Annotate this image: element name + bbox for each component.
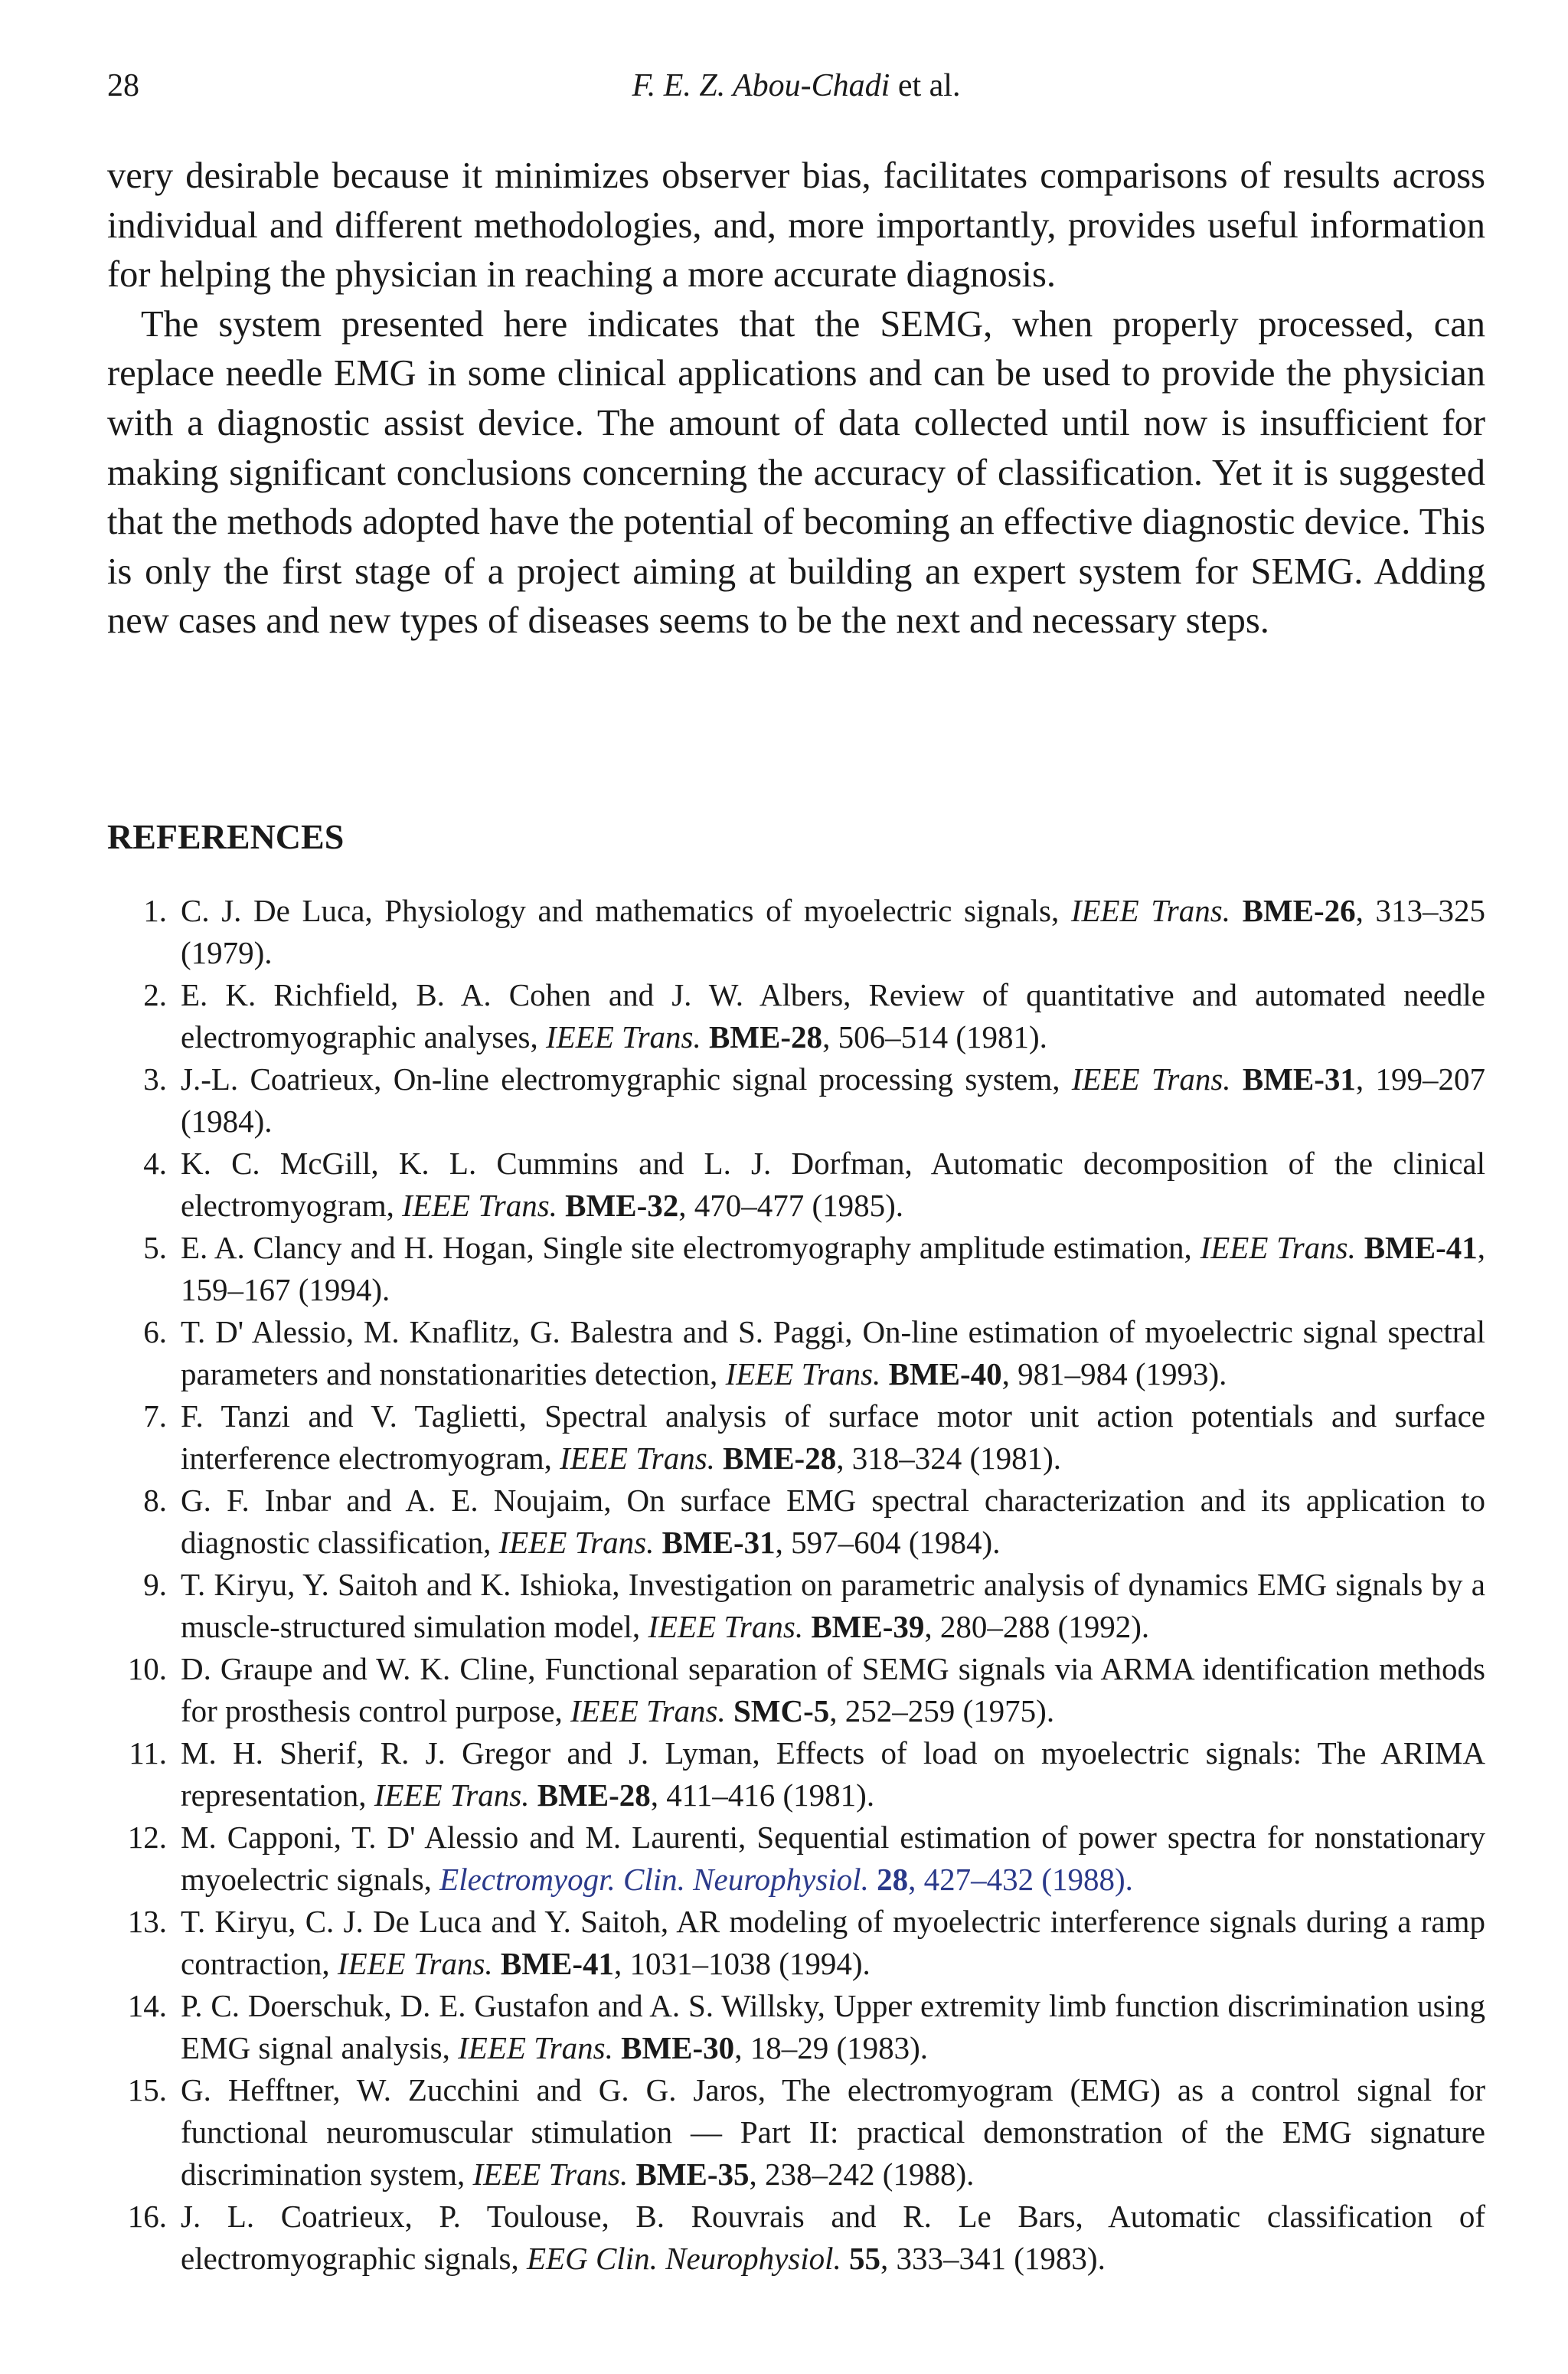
running-head-etal: et al. bbox=[890, 68, 961, 103]
reference-pages[interactable]: , 427–432 (1988). bbox=[908, 1862, 1133, 1897]
running-head bbox=[107, 67, 1485, 113]
reference-text: D. Graupe and W. K. Cline, Functional separation of SEMG signals via ARMA identification methods for prosthesis control purpose, bbox=[181, 1651, 1485, 1728]
paragraph-2: The system presented here indicates that the SEMG, when properly processed, can replace needle EMG in some clinical applications and can be used to provide the physician with a diagnostic assist device. The amount of data collected until now is insufficient for making significant conclusions concerning the accuracy of classification. Yet it is suggested that the methods adopted have the potential of becoming an effective diagnostic device. This is only the first stage of a project aiming at building an expert system for SEMG. Adding new cases and new types of diseases seems to be the next and necessary steps. bbox=[107, 303, 1485, 642]
reference-text: K. C. McGill, K. L. Cummins and L. J. Dorfman, Automatic decomposition of the clinical electromyogram, bbox=[181, 1146, 1485, 1223]
reference-pages: , 506–514 (1981). bbox=[822, 1019, 1047, 1055]
reference-volume: SMC-5 bbox=[733, 1693, 830, 1728]
reference-journal[interactable]: Electromyogr. Clin. Neurophysiol. bbox=[439, 1862, 869, 1897]
reference-number: 7. bbox=[143, 1398, 167, 1434]
reference-journal: IEEE Trans. bbox=[1200, 1230, 1356, 1265]
reference-volume: BME-41 bbox=[500, 1946, 614, 1981]
reference-item bbox=[107, 2069, 1485, 2196]
reference-journal: IEEE Trans. bbox=[374, 1777, 530, 1813]
reference-number: 3. bbox=[143, 1061, 167, 1097]
reference-volume: BME-28 bbox=[709, 1019, 823, 1055]
reference-text: T. Kiryu, Y. Saitoh and K. Ishioka, Investigation on parametric analysis of dynamics EMG signals by a muscle-structured simulation model, bbox=[181, 1567, 1485, 1644]
reference-volume[interactable]: 28 bbox=[877, 1862, 909, 1897]
reference-pages: , 280–288 (1992). bbox=[924, 1609, 1150, 1644]
reference-text: T. Kiryu, C. J. De Luca and Y. Saitoh, AR modeling of myoelectric interference signals during a ramp contraction, bbox=[181, 1904, 1485, 1981]
reference-item bbox=[107, 1480, 1485, 1564]
reference-item bbox=[107, 890, 1485, 974]
reference-number: 8. bbox=[143, 1483, 167, 1518]
reference-text: T. D' Alessio, M. Knaflitz, G. Balestra and S. Paggi, On-line estimation of myoelectric signal spectral parameters and nonstationarities detection, bbox=[181, 1314, 1485, 1391]
reference-pages: , 597–604 (1984). bbox=[775, 1525, 1001, 1560]
reference-pages: , 159–167 (1994). bbox=[181, 1230, 1485, 1307]
page-number: 28 bbox=[107, 68, 139, 103]
reference-number: 11. bbox=[129, 1735, 167, 1771]
reference-pages: , 318–324 (1981). bbox=[836, 1440, 1062, 1476]
running-head-authors-italic: F. E. Z. Abou-Chadi bbox=[632, 68, 890, 103]
reference-pages: , 199–207 (1984). bbox=[181, 1061, 1485, 1139]
reference-item bbox=[107, 974, 1485, 1058]
reference-volume: BME-41 bbox=[1364, 1230, 1478, 1265]
reference-pages: , 1031–1038 (1994). bbox=[613, 1946, 871, 1981]
reference-journal: IEEE Trans. bbox=[648, 1609, 804, 1644]
reference-item bbox=[107, 1732, 1485, 1816]
reference-number: 15. bbox=[127, 2072, 167, 2107]
reference-journal: IEEE Trans. bbox=[560, 1440, 715, 1476]
reference-item bbox=[107, 1816, 1485, 1901]
reference-item bbox=[107, 1901, 1485, 1985]
reference-item bbox=[107, 1058, 1485, 1143]
reference-text: E. A. Clancy and H. Hogan, Single site electromyography amplitude estimation, bbox=[181, 1230, 1200, 1265]
reference-journal: IEEE Trans. bbox=[725, 1356, 881, 1391]
reference-volume: BME-26 bbox=[1242, 893, 1356, 928]
reference-volume: BME-35 bbox=[635, 2157, 750, 2192]
reference-volume: BME-28 bbox=[723, 1440, 837, 1476]
reference-journal: EEG Clin. Neurophysiol. bbox=[527, 2241, 841, 2276]
reference-text: F. Tanzi and V. Taglietti, Spectral analysis of surface motor unit action potentials and surface interference electromyogram, bbox=[181, 1398, 1485, 1476]
reference-item bbox=[107, 1985, 1485, 2069]
reference-text: M. Capponi, T. D' Alessio and M. Laurenti, Sequential estimation of power spectra for nonstationary myoelectric signals, bbox=[181, 1820, 1485, 1897]
reference-number: 9. bbox=[143, 1567, 167, 1602]
reference-pages: , 470–477 (1985). bbox=[678, 1188, 904, 1223]
reference-text: M. H. Sherif, R. J. Gregor and J. Lyman, Effects of load on myoelectric signals: The ARIMA representation, bbox=[181, 1735, 1485, 1813]
reference-pages: , 18–29 (1983). bbox=[734, 2030, 928, 2065]
reference-text: J.-L. Coatrieux, On-line electromygraphic signal processing system, bbox=[181, 1061, 1072, 1097]
reference-journal: IEEE Trans. bbox=[498, 1525, 655, 1560]
body-text bbox=[107, 152, 1485, 646]
reference-number: 4. bbox=[143, 1146, 167, 1181]
reference-volume: BME-31 bbox=[1242, 1061, 1356, 1097]
reference-text: G. F. Inbar and A. E. Noujaim, On surface EMG spectral characterization and its application to diagnostic classification, bbox=[181, 1483, 1485, 1560]
reference-volume: BME-30 bbox=[621, 2030, 735, 2065]
reference-text: C. J. De Luca, Physiology and mathematics of myoelectric signals, bbox=[181, 893, 1071, 928]
reference-item bbox=[107, 1143, 1485, 1227]
reference-item bbox=[107, 1564, 1485, 1648]
reference-volume: BME-32 bbox=[565, 1188, 679, 1223]
reference-item bbox=[107, 1648, 1485, 1732]
reference-pages: , 238–242 (1988). bbox=[749, 2157, 975, 2192]
reference-pages: , 981–984 (1993). bbox=[1001, 1356, 1227, 1391]
reference-journal: IEEE Trans. bbox=[570, 1693, 726, 1728]
reference-item bbox=[107, 1395, 1485, 1480]
reference-item bbox=[107, 1227, 1485, 1311]
reference-pages: , 411–416 (1981). bbox=[650, 1777, 875, 1813]
reference-number: 6. bbox=[143, 1314, 167, 1349]
reference-journal: IEEE Trans. bbox=[1071, 1061, 1231, 1097]
reference-number: 1. bbox=[143, 893, 167, 928]
reference-text: G. Hefftner, W. Zucchini and G. G. Jaros, The electromyogram (EMG) as a control signal for functional neuromuscular stimulation — Part II: practical demonstration of the EMG signature discrimination system, bbox=[181, 2072, 1485, 2192]
reference-number: 13. bbox=[127, 1904, 167, 1939]
paragraph-1: very desirable because it minimizes observer bias, facilitates comparisons of results across individual and different methodologies, and, more importantly, provides useful information for helping the physician in reaching a more accurate diagnosis. bbox=[107, 155, 1485, 296]
reference-journal: IEEE Trans. bbox=[472, 2157, 629, 2192]
reference-text: J. L. Coatrieux, P. Toulouse, B. Rouvrais and R. Le Bars, Automatic classification of electromyographic signals, bbox=[181, 2199, 1485, 2276]
reference-pages: , 333–341 (1983). bbox=[880, 2241, 1106, 2276]
reference-journal: IEEE Trans. bbox=[1070, 893, 1230, 928]
reference-journal: IEEE Trans. bbox=[546, 1019, 701, 1055]
reference-number: 16. bbox=[127, 2199, 167, 2234]
reference-number: 10. bbox=[127, 1651, 167, 1686]
reference-number: 5. bbox=[143, 1230, 167, 1265]
reference-volume: BME-28 bbox=[537, 1777, 651, 1813]
reference-journal: IEEE Trans. bbox=[458, 2030, 613, 2065]
reference-number: 14. bbox=[127, 1988, 167, 2023]
running-head-authors bbox=[107, 67, 1485, 104]
references-heading: REFERENCES bbox=[107, 817, 345, 856]
reference-journal: IEEE Trans. bbox=[402, 1188, 557, 1223]
reference-volume: 55 bbox=[849, 2241, 881, 2276]
reference-number: 12. bbox=[127, 1820, 167, 1855]
reference-text: P. C. Doerschuk, D. E. Gustafon and A. S. Willsky, Upper extremity limb function discrimination using EMG signal analysis, bbox=[181, 1988, 1485, 2065]
reference-pages: , 313–325 (1979). bbox=[181, 893, 1486, 970]
reference-text: E. K. Richfield, B. A. Cohen and J. W. Albers, Review of quantitative and automated needle electromyographic analyses, bbox=[181, 977, 1485, 1055]
reference-item bbox=[107, 1311, 1485, 1395]
reference-item bbox=[107, 2196, 1485, 2280]
reference-number: 2. bbox=[143, 977, 167, 1012]
reference-volume: BME-40 bbox=[888, 1356, 1002, 1391]
reference-volume: BME-39 bbox=[811, 1609, 925, 1644]
reference-volume: BME-31 bbox=[662, 1525, 776, 1560]
reference-pages: , 252–259 (1975). bbox=[829, 1693, 1055, 1728]
reference-journal: IEEE Trans. bbox=[337, 1946, 493, 1981]
references-list bbox=[107, 890, 1485, 2280]
